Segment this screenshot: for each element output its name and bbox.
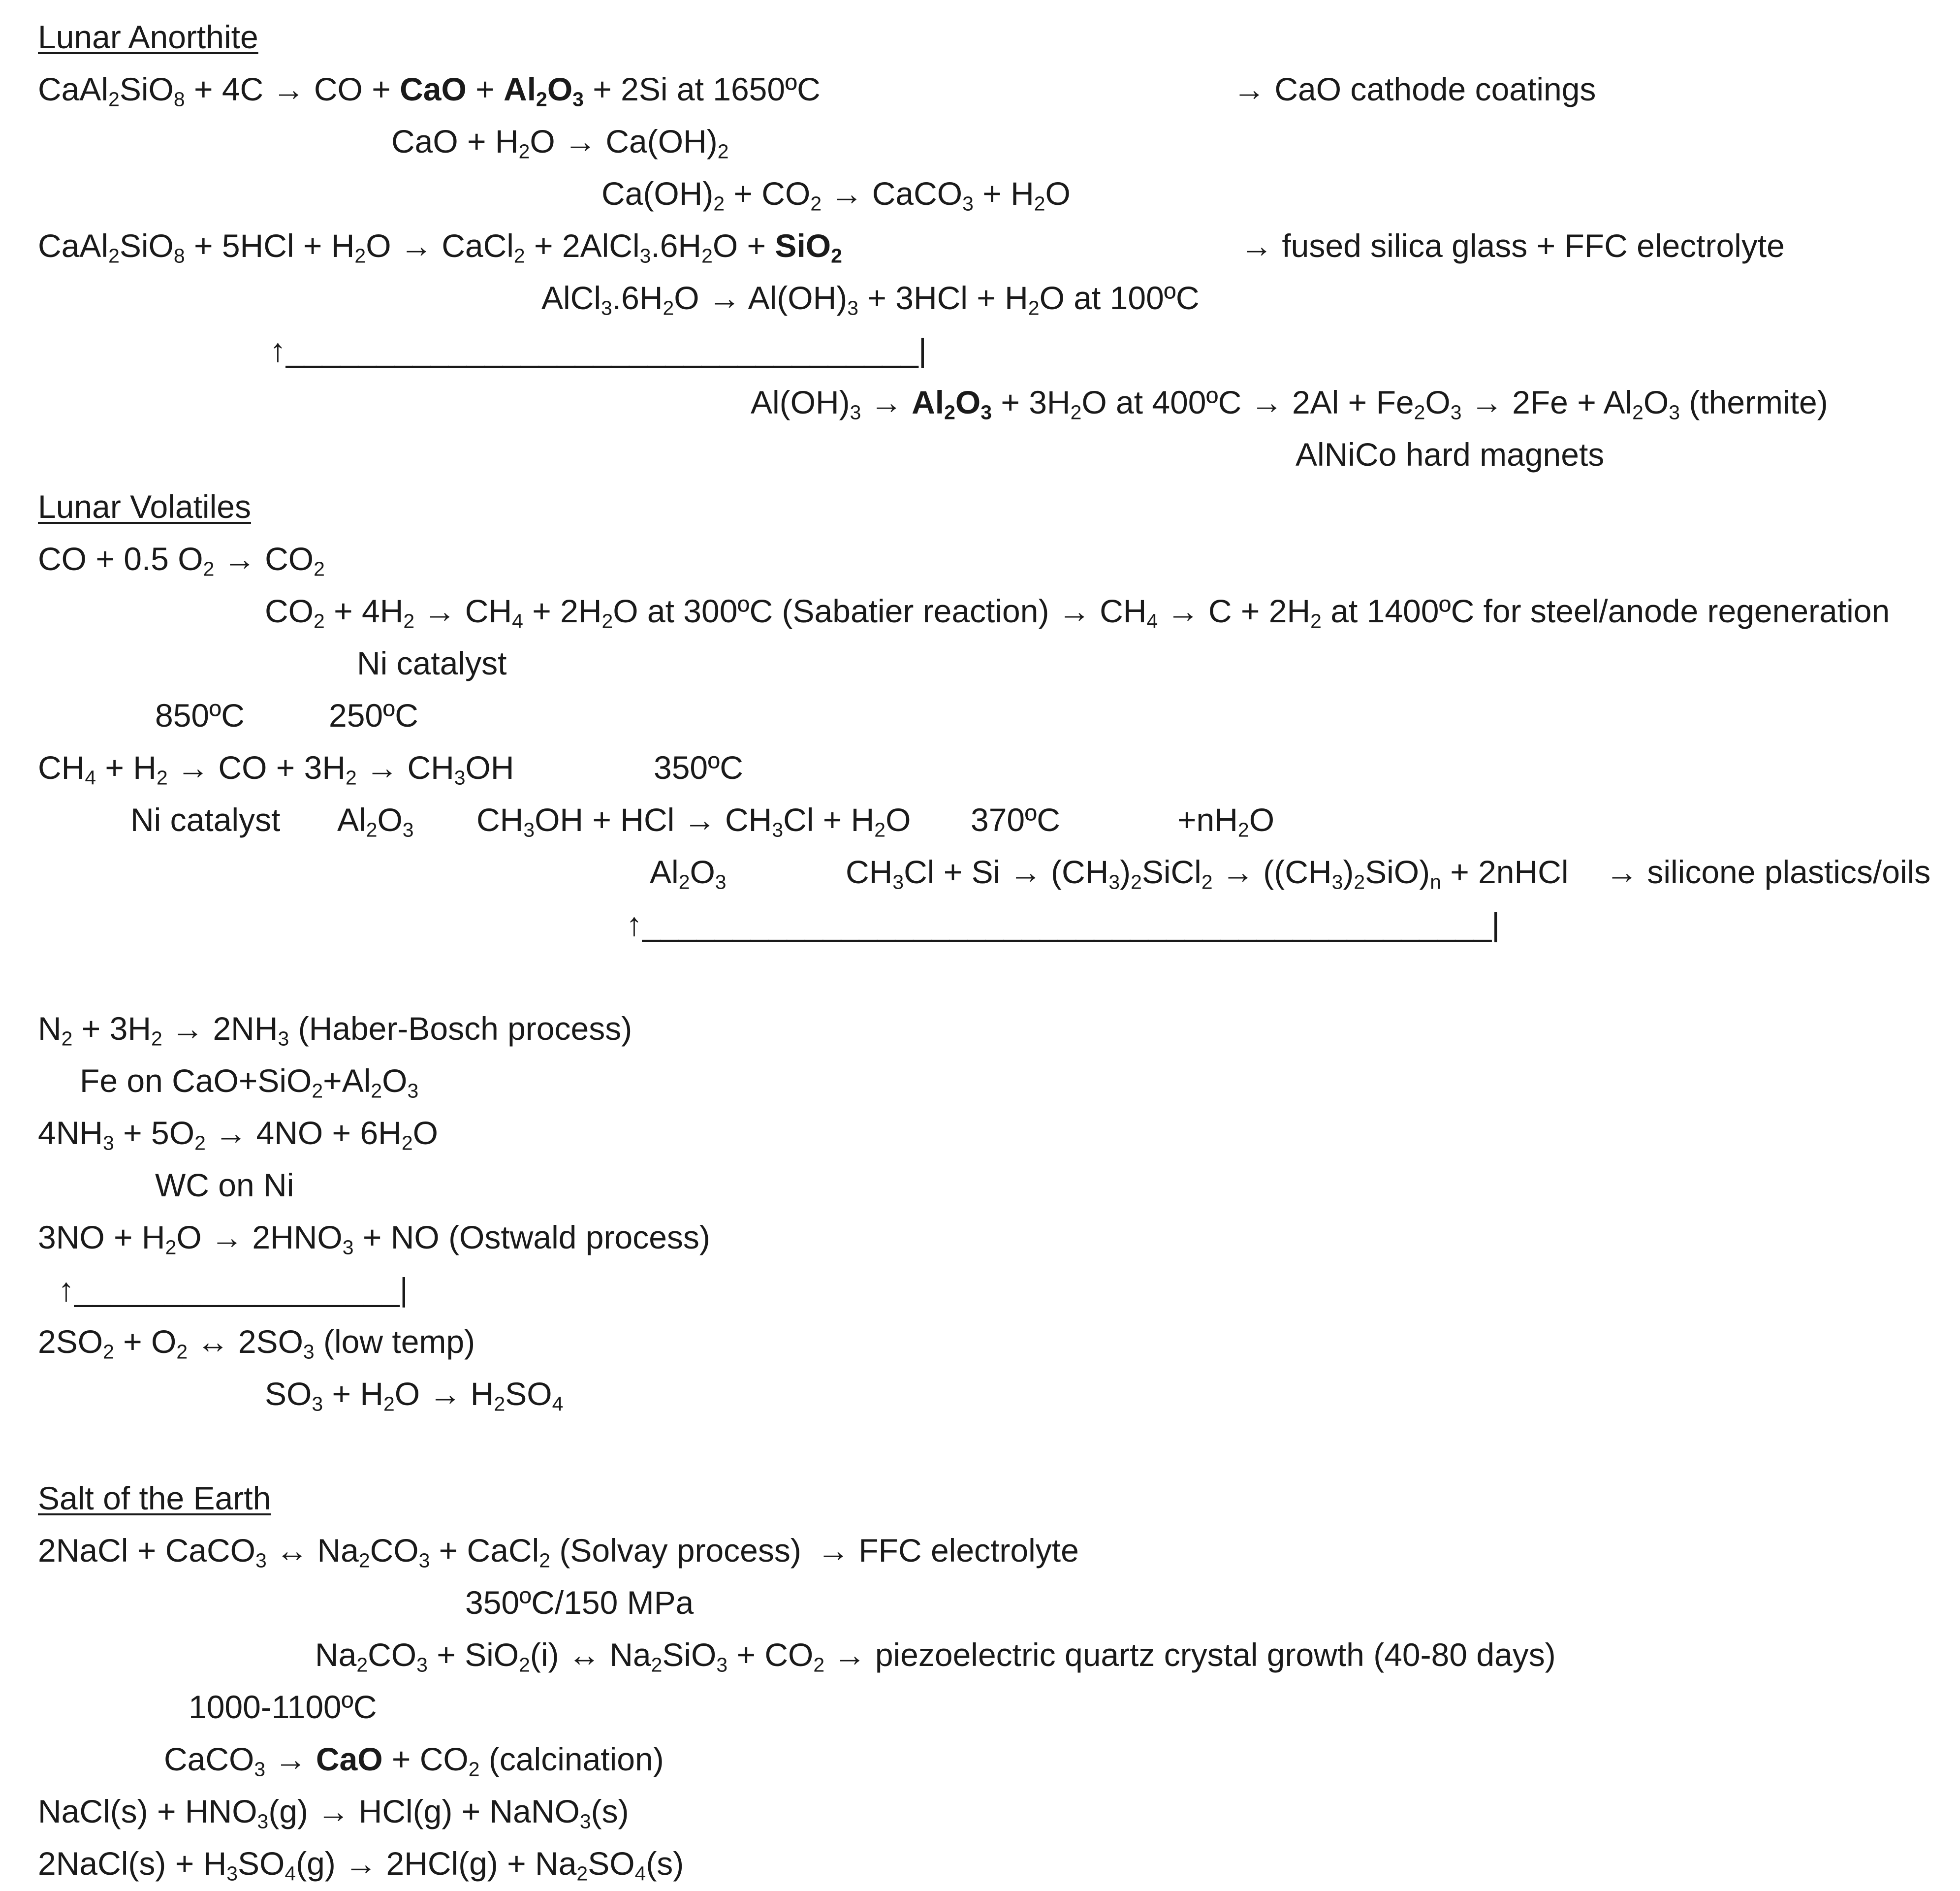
calcination-equation: CaCO$_3$ → CaO + $CO_2$ (calcination) bbox=[164, 1741, 664, 1781]
alcl3-decomposition-equation: $AlCl_3.6H_2O \to Al(OH)_3 + 3HCl + H_2O$ at 100ºC bbox=[541, 280, 1200, 320]
alumina-catalyst-note-2: $Al_2O_3$ bbox=[650, 854, 727, 894]
solvay-use-note: → FFC electrolyte bbox=[817, 1532, 1079, 1569]
alnico-note: AlNiCo hard magnets bbox=[1296, 436, 1605, 473]
sodium-silicate-equation: $Na_2CO_3 + SiO_2(i)$ ↔ $Na_2SiO_3 + CO_2$ → piezoelectric quartz crystal growth (40-80 days) bbox=[315, 1636, 1556, 1676]
hcl-recycle-arrow-2: ↑_______________________________________________| bbox=[626, 906, 1500, 942]
sulfur-trioxide-equation: $2SO_2 + O_2$ ↔ $2SO_3$ (low temp) bbox=[38, 1323, 475, 1363]
methyl-chloride-equation: $CH_3OH$ + HCl → $CH_3Cl + H_2O$ bbox=[476, 801, 911, 841]
nitric-acid-salt-equation: NaCl(s) + $HNO_3(g) \to HCl(g)$ + NaNO$_3$(s) bbox=[38, 1793, 629, 1833]
heading-salt-of-the-earth: Salt of the Earth bbox=[38, 1480, 271, 1516]
heading-lunar-anorthite: Lunar Anorthite bbox=[38, 19, 258, 55]
heading-lunar-volatiles: Lunar Volatiles bbox=[38, 488, 251, 525]
co-oxidation-equation: CO + 0.5 $O_2 \to CO_2$ bbox=[38, 541, 325, 580]
silicone-synthesis-equation: $CH_3Cl + Si$ → $(CH_3)_2SiCl_2 \to ((CH_3)_2SiO)_n$ + 2nHCl bbox=[846, 854, 1569, 894]
water-addition-note: $+nH_2O$ bbox=[1177, 801, 1275, 841]
alumina-thermite-equation: $Al(OH)_3 \to Al_2O_3 + 3H_2O$ at 400ºC → $2Al + Fe_2O_3 \to 2Fe + Al_2O_3$ (thermite) bbox=[751, 384, 1828, 424]
oxidation-catalyst-note: WC on Ni bbox=[155, 1167, 294, 1203]
ammonia-oxidation-equation: $4NH_3 + 5O_2 \to 4NO + 6H_2O$ bbox=[38, 1115, 438, 1154]
sulfuric-acid-equation: $SO_3 + H_2O \to H_2SO_4$ bbox=[265, 1376, 564, 1415]
sulfuric-acid-salt-equation: 2NaCl(s) + $H_3SO_4(g) \to 2HCl(g) + Na_2SO_4(s)$ bbox=[38, 1845, 684, 1885]
haber-catalyst-note: Fe on $CaO+SiO_2+Al_2O_3$ bbox=[80, 1062, 419, 1102]
sabatier-catalyst-note: Ni catalyst bbox=[357, 645, 507, 681]
temp-370: 370ºC bbox=[971, 801, 1060, 838]
cao-hydration-equation: CaO + $H_2O \to Ca(OH)_2$ bbox=[391, 123, 729, 163]
anorthite-hcl-leach-equation: CaAl$_2$SiO$_8$ + $5HCl + H_2O$ → CaCl$_2$ + $2AlCl_3.6H_2O + SiO_2$ bbox=[38, 227, 842, 267]
sabatier-equation: $CO_2 + 4H_2 \to CH_4 + 2H_2O$ at 300ºC (Sabatier reaction) → $CH_4 \to C + 2H_2$ at 1400ºC for steel/anode regeneration bbox=[265, 593, 1890, 633]
temp-350: 350ºC bbox=[654, 749, 743, 786]
temp-850: 850ºC bbox=[155, 697, 245, 734]
haber-bosch-equation: $N_2 + 3H_2 \to 2NH_3$ (Haber-Bosch process) bbox=[38, 1010, 632, 1050]
ostwald-equation: $3NO + H_2O \to 2HNO_3$ + NO (Ostwald process) bbox=[38, 1219, 710, 1259]
temp-calcination: 1000-1100ºC bbox=[189, 1689, 377, 1725]
temp-250: 250ºC bbox=[329, 697, 418, 734]
hydrothermal-conditions-note: 350ºC/150 MPa bbox=[465, 1584, 694, 1621]
no-recycle-arrow: ↑__________________| bbox=[58, 1271, 408, 1308]
reforming-catalyst-note: Ni catalyst bbox=[130, 801, 281, 838]
anorthite-carbothermal-equation: CaAl$_2$SiO$_8$ + 4C → CO + CaO + $Al_2O_3 + 2Si$ at 1650ºC bbox=[38, 71, 821, 111]
alumina-catalyst-note: $Al_2O_3$ bbox=[337, 801, 414, 841]
carbonation-equation: $Ca(OH)_2 + CO_2$ → CaCO$_3$ + $H_2O$ bbox=[601, 175, 1071, 215]
solvay-equation: 2NaCl + CaCO$_3$ ↔ $Na_2CO_3$ + CaCl$_2$ (Solvay process) bbox=[38, 1532, 801, 1572]
hcl-recycle-arrow: ↑___________________________________| bbox=[270, 332, 927, 368]
anorthite-cao-use-note: → CaO cathode coatings bbox=[1233, 71, 1596, 107]
methanol-synthesis-equation: $CH_4 + H_2$ → CO + $3H_2 \to CH_3OH$ bbox=[38, 749, 514, 789]
silica-use-note: → fused silica glass + FFC electrolyte bbox=[1240, 227, 1785, 264]
silicone-use-note: → silicone plastics/oils bbox=[1606, 854, 1931, 890]
